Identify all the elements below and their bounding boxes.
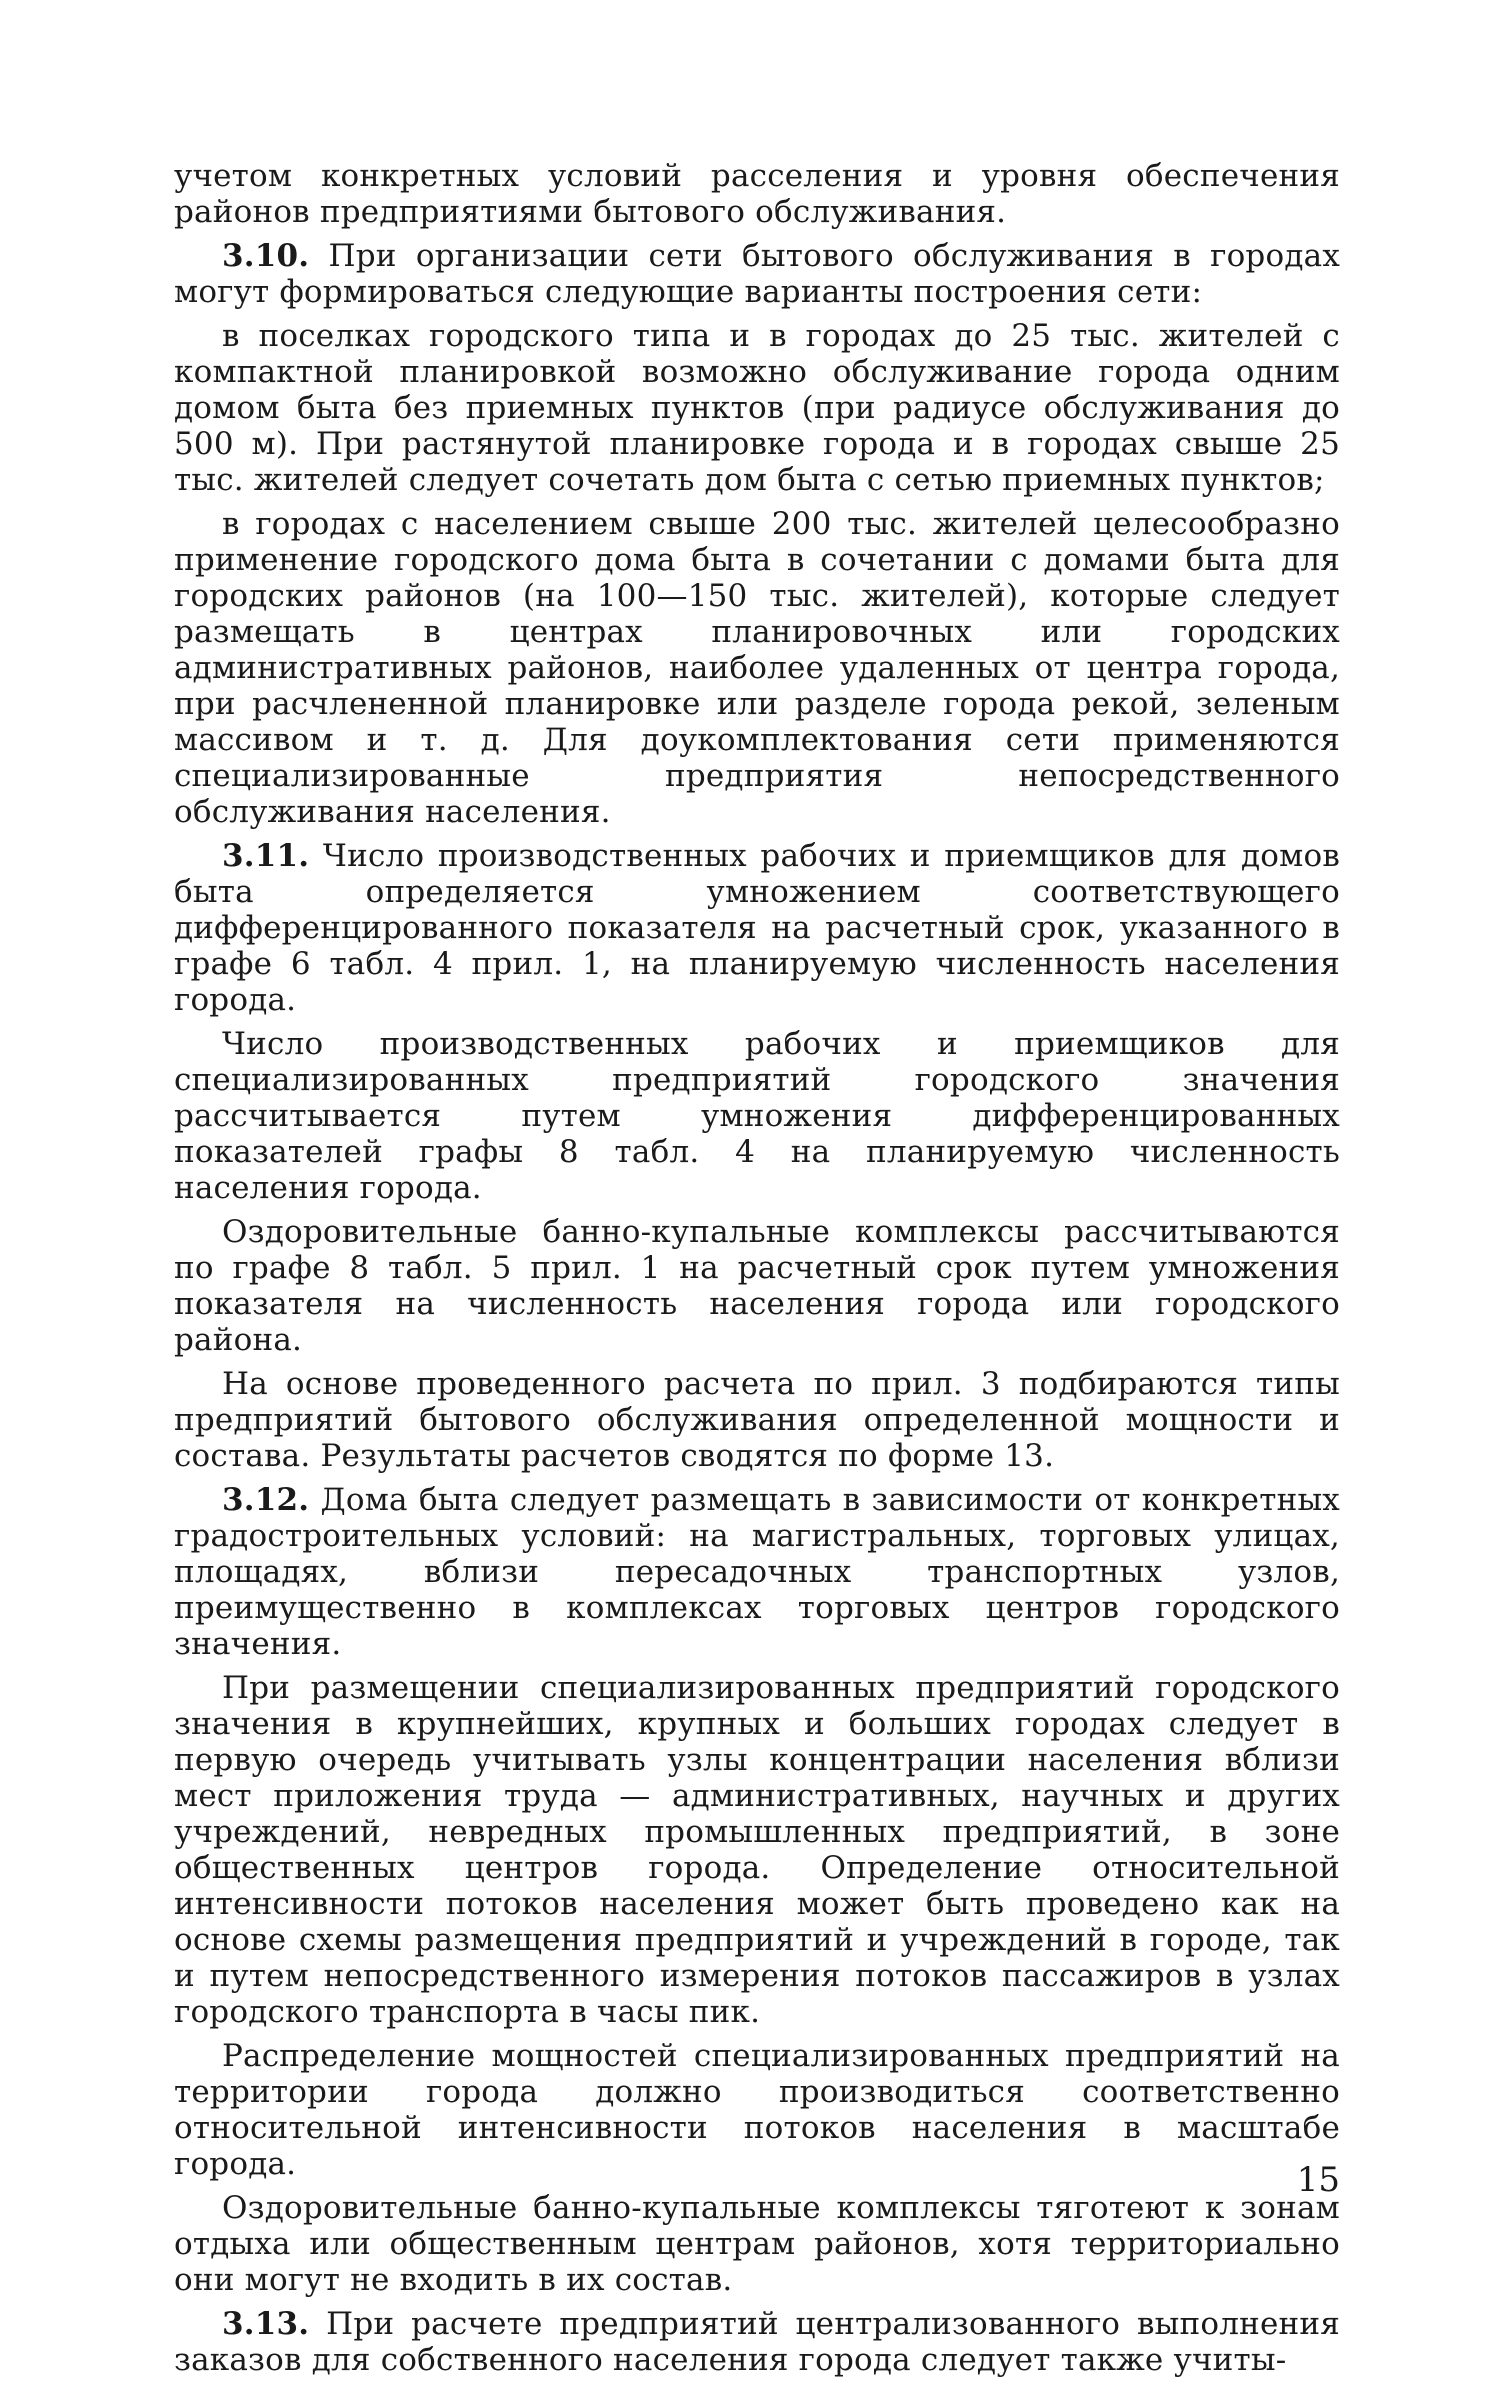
paragraph-3-10: [174, 238, 1340, 310]
paragraph-text: При организации сети бытового обслуживания в городах могут формироваться следующие варианты построения сети:: [174, 238, 1340, 310]
paragraph-text: Число производственных рабочих и приемщиков для домов быта определяется умножением соответствующего дифференцированного показателя на расчетный срок, указанного в графе 6 табл. 4 прил. 1, на планируемую численность населения города.: [174, 838, 1340, 1018]
paragraph-specialized-workers: [174, 1026, 1340, 1206]
paragraph-text: учетом конкретных условий расселения и уровня обеспечения районов предприятиями бытового обслуживания.: [174, 158, 1340, 230]
page-number: 15: [1296, 2160, 1340, 2200]
paragraph-text: При размещении специализированных предприятий городского значения в крупнейших, крупных и больших городах следует в первую очередь учитывать узлы концентрации населения вблизи мест приложения труда — административных, научных и других учреждений, невредных промышленных предприятий, в зоне общественных центров города. Определение относительной интенсивности потоков населения может быть проведено как на основе схемы размещения предприятий и учреждений в городе, так и путем непосредственного измерения потоков пассажиров в узлах городского транспорта в часы пик.: [174, 1670, 1340, 2030]
paragraph-text: Дома быта следует размещать в зависимости от конкретных градостроительных условий: на магистральных, торговых улицах, площадях, вблизи пересадочных транспортных узлов, преимущественно в комплексах торговых центров городского значения.: [174, 1482, 1340, 1662]
paragraph-continuation: [174, 158, 1340, 230]
section-number: 3.11.: [222, 838, 310, 874]
paragraph-recreation: [174, 2190, 1340, 2298]
paragraph-placement: [174, 1670, 1340, 2030]
paragraph-large-cities: [174, 506, 1340, 830]
paragraph-distribution: [174, 2038, 1340, 2182]
paragraph-calculation: [174, 1366, 1340, 1474]
paragraph-settlements: [174, 318, 1340, 498]
paragraph-text: Оздоровительные банно-купальные комплексы рассчитываются по графе 8 табл. 5 прил. 1 на расчетный срок путем умножения показателя на численность населения города или городского района.: [174, 1214, 1340, 1358]
section-number: 3.13.: [222, 2306, 310, 2342]
paragraph-text: При расчете предприятий централизованного выполнения заказов для собственного населения города следует также учиты-: [174, 2306, 1340, 2378]
page-body: [174, 158, 1340, 2386]
paragraph-3-13: [174, 2306, 1340, 2378]
paragraph-text: Оздоровительные банно-купальные комплексы тяготеют к зонам отдыха или общественным центрам районов, хотя территориально они могут не входить в их состав.: [174, 2190, 1340, 2298]
paragraph-text: Распределение мощностей специализированных предприятий на территории города должно производиться соответственно относительной интенсивности потоков населения в масштабе города.: [174, 2038, 1340, 2182]
section-number: 3.12.: [222, 1482, 310, 1518]
section-number: 3.10.: [222, 238, 310, 274]
paragraph-3-11: [174, 838, 1340, 1018]
paragraph-text: На основе проведенного расчета по прил. 3 подбираются типы предприятий бытового обслуживания определенной мощности и состава. Результаты расчетов сводятся по форме 13.: [174, 1366, 1340, 1474]
paragraph-3-12: [174, 1482, 1340, 1662]
paragraph-bath-complexes: [174, 1214, 1340, 1358]
paragraph-text: в городах с населением свыше 200 тыс. жителей целесообразно применение городского дома быта в сочетании с домами быта для городских районов (на 100—150 тыс. жителей), которые следует размещать в центрах планировочных или городских административных районов, наиболее удаленных от центра города, при расчлененной планировке или разделе города рекой, зеленым массивом и т. д. Для доукомплектования сети применяются специализированные предприятия непосредственного обслуживания населения.: [174, 506, 1340, 830]
paragraph-text: Число производственных рабочих и приемщиков для специализированных предприятий городского значения рассчитывается путем умножения дифференцированных показателей графы 8 табл. 4 на планируемую численность населения города.: [174, 1026, 1340, 1206]
paragraph-text: в поселках городского типа и в городах до 25 тыс. жителей с компактной планировкой возможно обслуживание города одним домом быта без приемных пунктов (при радиусе обслуживания до 500 м). При растянутой планировке города и в городах свыше 25 тыс. жителей следует сочетать дом быта с сетью приемных пунктов;: [174, 318, 1340, 498]
